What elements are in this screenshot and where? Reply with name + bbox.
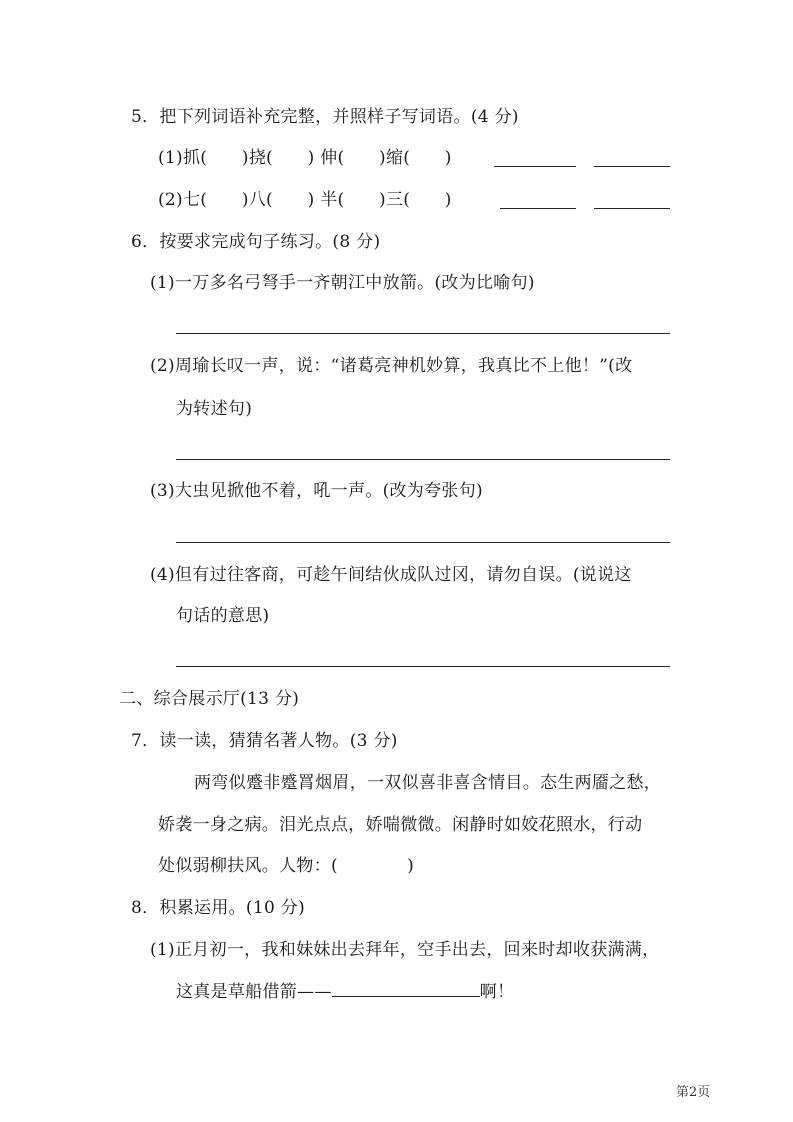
q6-item1-answer-line[interactable] — [176, 333, 670, 334]
page-number: 第2页 — [676, 1085, 711, 1100]
q6-item4-line2: 句话的意思) — [176, 606, 270, 626]
q6-item4-answer-line[interactable] — [176, 666, 670, 667]
q6-item1: (1)一万多名弓弩手一齐朝江中放箭。(改为比喻句) — [150, 273, 535, 293]
q8-title: 8．积累运用。(10 分) — [131, 898, 306, 918]
q6-item3-answer-line[interactable] — [176, 542, 670, 543]
q5-row2: (2)七( )八( ) 半( )三( ) — [158, 190, 452, 210]
section2-title: 二、综合展示厅(13 分) — [119, 689, 300, 709]
q7-passage-line3: 处似弱柳扶风。人物：( ) — [158, 856, 415, 876]
q5-row2-blank-2[interactable] — [594, 208, 670, 209]
q5-row1-blank-2[interactable] — [594, 166, 670, 167]
q7-passage-line2: 娇袭一身之病。泪光点点，娇喘微微。闲静时如姣花照水，行动 — [158, 815, 643, 835]
q6-item3: (3)大虫见掀他不着，吼一声。(改为夸张句) — [150, 481, 483, 501]
q5-row1: (1)抓( )挠( ) 伸( )缩( ) — [158, 148, 452, 168]
q8-item1-line1: (1)正月初一，我和妹妹出去拜年，空手出去，回来时却收获满满， — [150, 940, 660, 960]
q5-row2-blank-1[interactable] — [500, 208, 576, 209]
q8-item1-line2 — [176, 981, 514, 1003]
q8-item1-fill-blank[interactable] — [332, 982, 480, 997]
q6-title: 6．按要求完成句子练习。(8 分) — [131, 232, 381, 252]
q7-passage-line1: 两弯似蹙非蹙罥烟眉，一双似喜非喜含情目。态生两靥之愁， — [194, 773, 662, 793]
q5-title: 5．把下列词语补充完整，并照样子写词语。(4 分) — [131, 107, 519, 127]
q8-item1-text-a: 这真是草船借箭—— — [176, 982, 332, 1002]
q6-item2-answer-line[interactable] — [176, 459, 670, 460]
q7-title: 7．读一读，猜猜名著人物。(3 分) — [131, 731, 398, 751]
q6-item2-line2: 为转述句) — [176, 399, 253, 419]
q6-item2-line1: (2)周瑜长叹一声，说：“诸葛亮神机妙算，我真比不上他！”(改 — [150, 356, 633, 376]
q6-item4-line1: (4)但有过往客商，可趁午间结伙成队过冈，请勿自误。(说说这 — [150, 565, 632, 585]
q5-row1-blank-1[interactable] — [494, 166, 576, 167]
q8-item1-text-b: 啊！ — [479, 982, 515, 1002]
